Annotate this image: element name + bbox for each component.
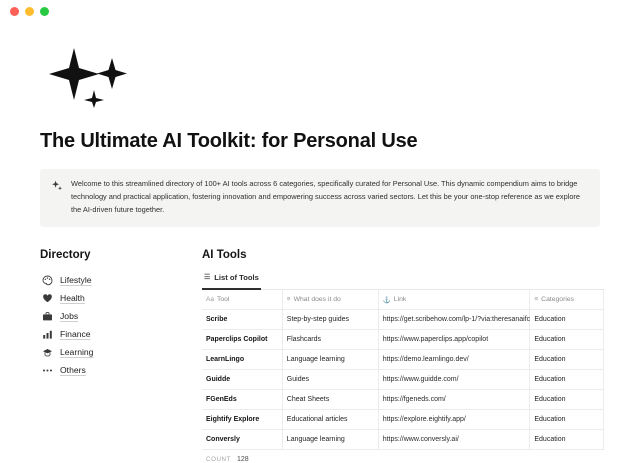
cell-category: Education <box>530 389 604 409</box>
directory-heading: Directory <box>40 248 91 261</box>
graduation-icon <box>42 347 53 358</box>
cell-category: Education <box>530 429 604 449</box>
tab-list-of-tools[interactable] <box>202 272 261 285</box>
sparkles-icon <box>44 46 140 108</box>
column-header-label: What does it do <box>293 296 341 304</box>
tab-bar <box>202 272 604 290</box>
maximize-window-button[interactable] <box>40 7 49 16</box>
column-header-label: Categories <box>541 296 575 304</box>
callout-text: Welcome to this streamlined directory of 100+ AI tools across 6 categories, specifically curated for Personal Use. This dynamic compendium aims to bridge technology and practical application, fostering innovation and empowering success across varied sectors. Let this be your one-stop reference as we explore the AI-driven future together. <box>71 179 581 214</box>
sidebar-item-others[interactable] <box>40 362 176 379</box>
cell-what: Cheat Sheets <box>282 389 378 409</box>
cell-tool: LearnLingo <box>202 349 282 369</box>
cell-link[interactable]: https://explore.eightify.app/ <box>378 409 530 429</box>
column-header-label: Tool <box>216 296 230 304</box>
cell-link[interactable]: https://www.conversly.ai/ <box>378 429 530 449</box>
cell-tool: Conversly <box>202 429 282 449</box>
cell-tool: Paperclips Copilot <box>202 329 282 349</box>
cell-what: Language learning <box>282 349 378 369</box>
cell-category: Education <box>530 349 604 369</box>
heart-icon <box>42 293 53 304</box>
count-label: COUNT <box>206 455 231 463</box>
cell-category: Education <box>530 369 604 389</box>
table-row[interactable] <box>202 309 604 329</box>
cell-link[interactable]: https://demo.learnlingo.dev/ <box>378 349 530 369</box>
table-row[interactable] <box>202 369 604 389</box>
sidebar-item-lifestyle[interactable] <box>40 272 176 289</box>
body-columns <box>40 249 604 463</box>
sidebar-item-label: Finance <box>60 329 91 340</box>
table-row[interactable] <box>202 429 604 449</box>
main-heading: AI Tools <box>202 248 247 261</box>
column-header-categories[interactable] <box>530 290 604 310</box>
sidebar-item-label: Health <box>60 293 85 304</box>
directory-list <box>40 272 176 379</box>
sidebar-item-health[interactable] <box>40 290 176 307</box>
cell-tool: FGenEds <box>202 389 282 409</box>
column-header-what-does-it-do[interactable] <box>282 290 378 310</box>
link-icon: ⚓ <box>382 296 391 304</box>
column-header-link[interactable] <box>378 290 530 310</box>
close-window-button[interactable] <box>10 7 19 16</box>
table-row[interactable] <box>202 329 604 349</box>
tools-column <box>202 249 604 463</box>
sidebar-item-label: Jobs <box>60 311 79 322</box>
count-value: 128 <box>237 455 249 463</box>
dots-icon <box>42 365 53 376</box>
cell-category: Education <box>530 409 604 429</box>
tab-label: List of Tools <box>214 272 259 282</box>
cell-tool: Scribe <box>202 309 282 329</box>
chart-icon <box>42 329 53 340</box>
sidebar-item-finance[interactable] <box>40 326 176 343</box>
column-header-tool[interactable] <box>202 290 282 310</box>
briefcase-icon <box>42 311 53 322</box>
table-body <box>202 309 604 449</box>
column-header-label: Link <box>393 296 407 304</box>
cell-link[interactable]: https://www.paperclips.app/copilot <box>378 329 530 349</box>
window-titlebar <box>0 0 640 22</box>
table-row[interactable] <box>202 349 604 369</box>
table-header-row <box>202 290 604 310</box>
cell-what: Educational articles <box>282 409 378 429</box>
cell-what: Language learning <box>282 429 378 449</box>
cell-tool: Eightify Explore <box>202 409 282 429</box>
cell-what: Guides <box>282 369 378 389</box>
table-row[interactable] <box>202 389 604 409</box>
intro-callout <box>40 169 600 227</box>
sidebar-item-jobs[interactable] <box>40 308 176 325</box>
cell-category: Education <box>530 309 604 329</box>
text-type-icon: Aa <box>206 296 214 304</box>
cell-link[interactable]: https://get.scribehow.com/lp-1/?via:theresanaifc <box>378 309 530 329</box>
select-type-icon: ≡ <box>534 296 539 304</box>
sidebar-item-label: Others <box>60 365 86 376</box>
cell-what: Flashcards <box>282 329 378 349</box>
palette-icon <box>42 275 53 286</box>
cell-what: Step-by-step guides <box>282 309 378 329</box>
list-icon: ☰ <box>204 274 211 282</box>
sidebar-item-label: Lifestyle <box>60 275 92 286</box>
row-count <box>202 450 604 463</box>
cell-link[interactable]: https://fgeneds.com/ <box>378 389 530 409</box>
cell-tool: Guidde <box>202 369 282 389</box>
minimize-window-button[interactable] <box>25 7 34 16</box>
text-type-icon: ≡ <box>286 296 291 304</box>
sparkles-icon <box>51 179 63 191</box>
page-content <box>0 46 640 463</box>
sidebar-item-learning[interactable] <box>40 344 176 361</box>
page-title: The Ultimate AI Toolkit: for Personal Use <box>40 130 418 152</box>
directory-column <box>40 249 176 463</box>
cell-category: Education <box>530 329 604 349</box>
table-row[interactable] <box>202 409 604 429</box>
tools-table <box>202 290 604 450</box>
sidebar-item-label: Learning <box>60 347 94 358</box>
cell-link[interactable]: https://www.guidde.com/ <box>378 369 530 389</box>
